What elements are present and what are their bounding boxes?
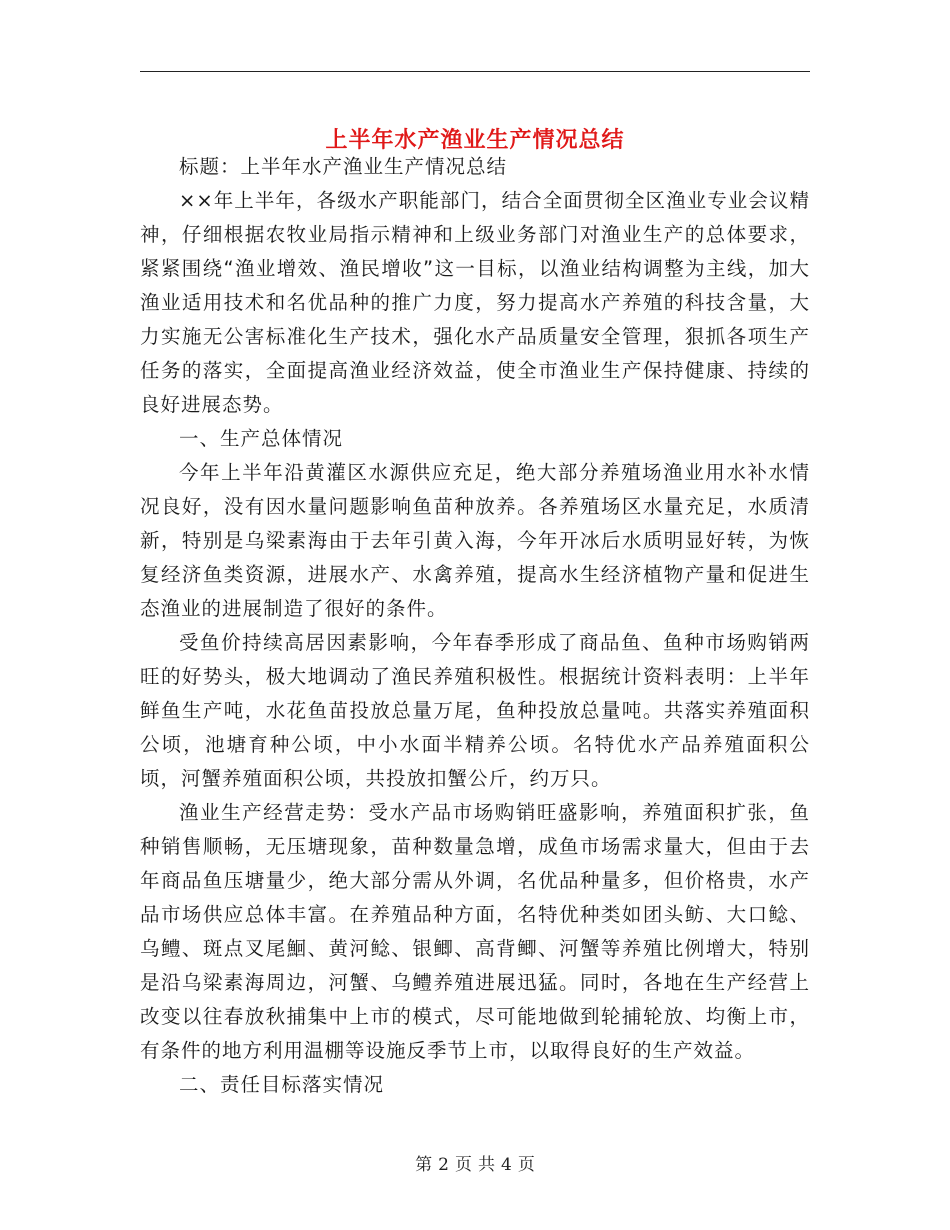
footer-prefix: 第: [415, 1155, 433, 1175]
header-rule: [140, 71, 810, 72]
paragraph-statistics: 受鱼价持续高居因素影响，今年春季形成了商品鱼、鱼种市场购销两旺的好势头，极大地调动了渔民养殖积极性。根据统计资料表明：上半年鲜鱼生产吨，水花鱼苗投放总量万尾，鱼种投放总量吨。共落实养殖面积公顷，池塘育种公顷，中小水面半精养公顷。名特优水产品养殖面积公顷，河蟹养殖面积公顷，共投放扣蟹公斤，约万只。: [140, 631, 810, 790]
section-heading-2: 二、责任目标落实情况: [179, 1073, 385, 1096]
section-heading-1: 一、生产总体情况: [179, 427, 344, 450]
paragraph-market-trend: 渔业生产经营走势：受水产品市场购销旺盛影响，养殖面积扩张，鱼种销售顺畅，无压塘现象，苗种数量急增，成鱼市场需求量大，但由于去年商品鱼压塘量少，绝大部分需从外调，名优品种量多，但价格贵，水产品市场供应总体丰富。在养殖品种方面，名特优种类如团头鲂、大口鲶、乌鳢、斑点叉尾鮰、黄河鲶、银鲫、高背鲫、河蟹等养殖比例增大，特别是沿乌梁素海周边，河蟹、乌鳢养殖进展迅猛。同时，各地在生产经营上改变以往春放秋捕集中上市的模式，尽可能地做到轮捕轮放、均衡上市，有条件的地方利用温棚等设施反季节上市，以取得良好的生产效益。: [140, 801, 810, 1062]
paragraph-intro: ××年上半年，各级水产职能部门，结合全面贯彻全区渔业专业会议精神，仔细根据农牧业局指示精神和上级业务部门对渔业生产的总体要求，紧紧围绕“渔业增效、渔民增收”这一目标，以渔业结构调整为主线，加大渔业适用技术和名优品种的推广力度，努力提高水产养殖的科技含量，大力实施无公害标准化生产技术，强化水产品质量安全管理，狠抓各项生产任务的落实，全面提高渔业经济效益，使全市渔业生产保持健康、持续的良好进展态势。: [140, 189, 810, 416]
footer-page-number: 2: [438, 1155, 449, 1175]
footer-page-unit: 页: [455, 1155, 472, 1175]
document-title: 上半年水产渔业生产情况总结: [325, 127, 625, 153]
document-body: [140, 150, 810, 1102]
footer-total-unit: 页: [517, 1155, 535, 1175]
page-footer: [0, 1153, 950, 1177]
paragraph-subject: 标题：上半年水产渔业生产情况总结: [179, 155, 508, 178]
footer-total-pages: 4: [501, 1155, 512, 1175]
footer-total-prefix: 共: [478, 1155, 495, 1175]
paragraph-water-supply: 今年上半年沿黄灌区水源供应充足，绝大部分养殖场渔业用水补水情况良好，没有因水量问题影响鱼苗种放养。各养殖场区水量充足，水质清新，特别是乌梁素海由于去年引黄入海，今年开冰后水质明显好转，为恢复经济鱼类资源，进展水产、水禽养殖，提高水生经济植物产量和促进生态渔业的进展制造了很好的条件。: [140, 461, 810, 620]
